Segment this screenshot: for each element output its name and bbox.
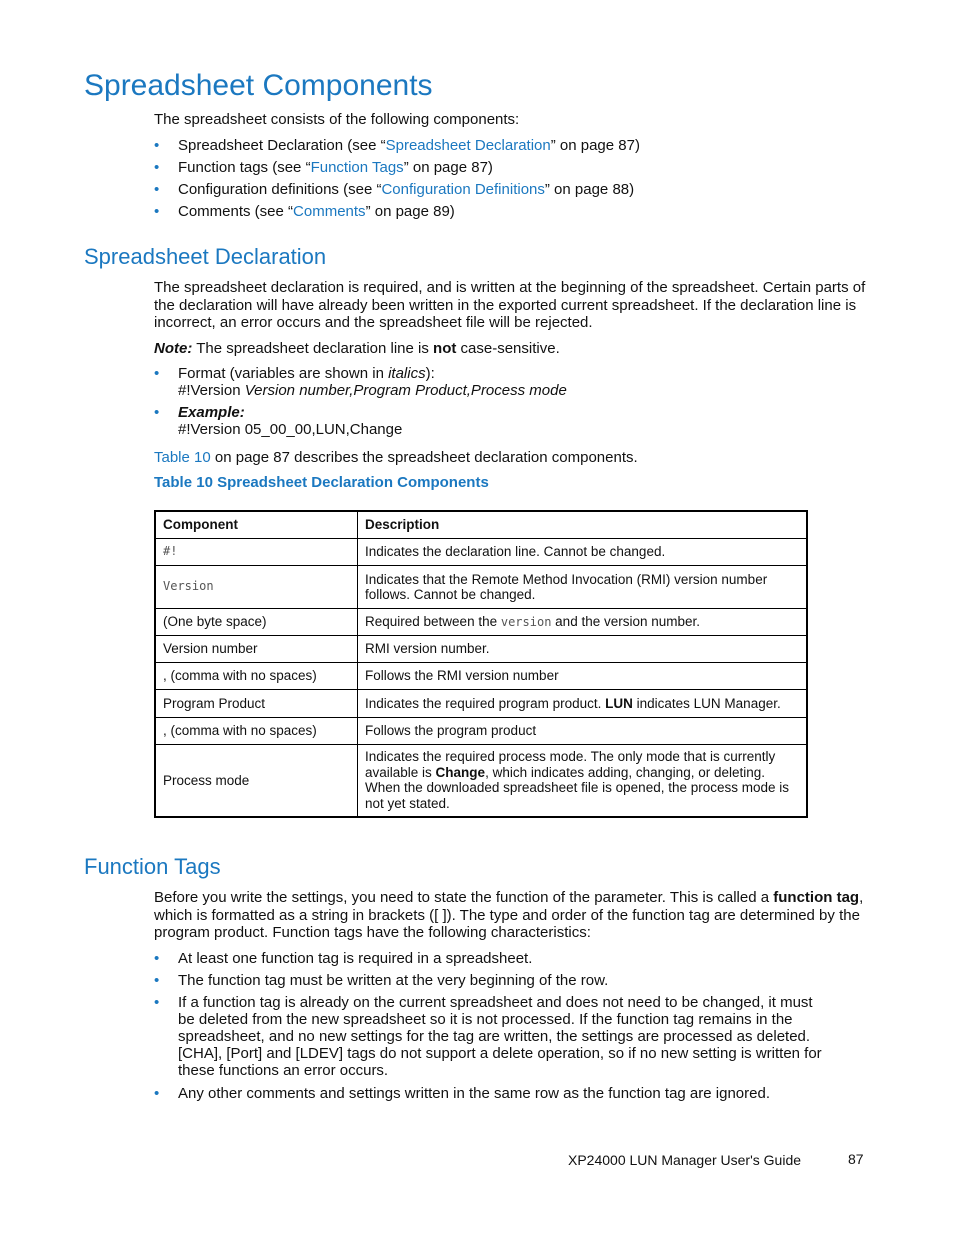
table-row (155, 609, 807, 636)
section-heading-function-tags: Function Tags (84, 854, 221, 879)
cell-component: (One byte space) (155, 609, 358, 636)
bullet-icon: • (154, 137, 160, 154)
header-description: Description (358, 511, 808, 539)
table-reference: Table 10 on page 87 describes the spreadsheet declaration components. (154, 449, 638, 466)
cell-description: Follows the RMI version number (358, 663, 808, 690)
bullet-icon: • (154, 159, 160, 176)
declaration-components-table (154, 510, 808, 818)
intro-text: The spreadsheet consists of the following components: (154, 111, 520, 128)
cell-description: Indicates the required process mode. The only mode that is currently available is Change, which indicates adding, changing, or deleting. When the downloaded spreadsheet file is opened, the process mode is not yet stated. (358, 745, 808, 817)
header-component: Component (155, 511, 358, 539)
cell-component: Version (155, 566, 358, 609)
declaration-paragraph: The spreadsheet declaration is required, and is written at the beginning of the spreadsheet. Certain parts of the declaration will have already been written in the exported current spreadsheet. If the declaration line is incorrect, an error occurs and the spreadsheet file will be rejected. (154, 279, 866, 331)
cell-component: , (comma with no spaces) (155, 663, 358, 690)
footer-guide-title: XP24000 LUN Manager User's Guide (568, 1152, 802, 1168)
cell-component: Program Product (155, 690, 358, 718)
bullet-icon: • (154, 365, 160, 382)
bullet-icon: • (154, 404, 160, 421)
cell-description: Indicates the declaration line. Cannot be changed. (358, 539, 808, 566)
link-comments[interactable]: Comments (293, 203, 366, 220)
function-tags-paragraph: Before you write the settings, you need to state the function of the parameter. This is called a function tag, which is formatted as a string in brackets ([ ]). The type and order of the function tag are determined by the program product. Function tags have the following characteristics: (154, 889, 864, 941)
table-row (155, 718, 807, 745)
table-row (155, 690, 807, 718)
cell-component: Version number (155, 636, 358, 663)
table-header-row (155, 511, 807, 539)
cell-component: Process mode (155, 745, 358, 817)
footer-page-number: 87 (848, 1151, 864, 1167)
link-spreadsheet-declaration[interactable]: Spreadsheet Declaration (385, 137, 551, 154)
table-row (155, 539, 807, 566)
bullet-icon: • (154, 972, 160, 989)
table-caption: Table 10 Spreadsheet Declaration Components (154, 474, 489, 491)
table-row (155, 566, 807, 609)
section-heading-declaration: Spreadsheet Declaration (84, 244, 327, 269)
cell-description: Required between the version and the version number. (358, 609, 808, 636)
link-configuration-definitions[interactable]: Configuration Definitions (381, 181, 545, 198)
table-row (155, 663, 807, 690)
link-function-tags[interactable]: Function Tags (310, 159, 404, 176)
table-row (155, 636, 807, 663)
page-title: Spreadsheet Components (84, 69, 433, 102)
bullet-icon: • (154, 994, 160, 1011)
bullet-icon: • (154, 950, 160, 967)
cell-description: Follows the program product (358, 718, 808, 745)
link-table-10[interactable]: Table 10 (154, 449, 211, 466)
note: Note: The spreadsheet declaration line is not case-sensitive. (154, 340, 560, 357)
bullet-icon: • (154, 181, 160, 198)
table-row (155, 745, 807, 817)
bullet-icon: • (154, 1085, 160, 1102)
cell-component: , (comma with no spaces) (155, 718, 358, 745)
cell-description: Indicates the required program product. LUN indicates LUN Manager. (358, 690, 808, 718)
cell-component: #! (155, 539, 358, 566)
bullet-icon: • (154, 203, 160, 220)
cell-description: RMI version number. (358, 636, 808, 663)
cell-description: Indicates that the Remote Method Invocation (RMI) version number follows. Cannot be changed. (358, 566, 808, 609)
